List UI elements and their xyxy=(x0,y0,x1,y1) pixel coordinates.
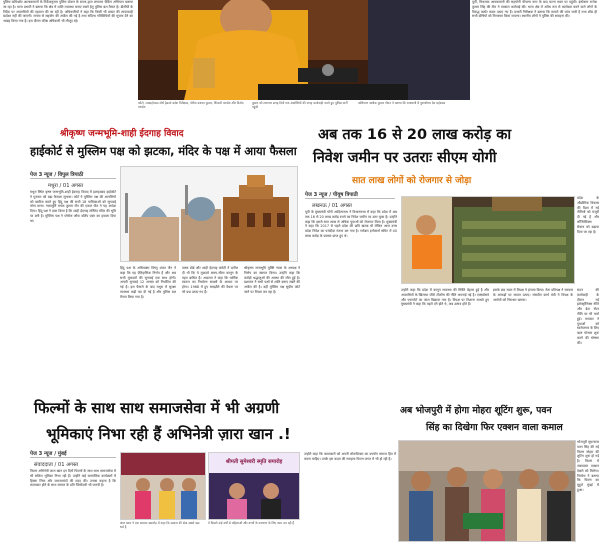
court-col-3: वक्फ बोर्ड और शाही ईदगाह कमेटी ने दलील दी थी कि ये मुकदमे समय-सीमा कानून के तहत बाधित हैं। अदालत ने कहा कि धार्मिक स्वरूप का निर्धारण साक्ष्यों के आधार पर होगा। 1968 में हुए समझौते की वैधता पर भी प्रश्न उठाए गए हैं। xyxy=(182,266,238,294)
court-col-2: हिंदू पक्ष के अधिवक्ता विष्णु शंकर जैन ने कहा कि यह ऐतिहासिक निर्णय है और अब सभी मुकदमों की सुनवाई एक साथ होगी। अगली सुनवाई 12 अगस्त को निर्धारित की गई है। इस फैसले के बाद मथुरा में सुरक्षा व्यवस्था कड़ी कर दी गई है और पुलिस बल तैनात किया गया है। xyxy=(120,266,176,299)
court-col-1: मथुरा स्थित कृष्ण जन्मभूमि-शाही ईदगाह विवाद में इलाहाबाद हाईकोर्ट ने गुरुवार को बड़ा फैसला सुनाया। कोर्ट ने मुस्लिम पक्ष की आपत्तियों को खारिज करते हुए हिंदू पक्ष की सभी 18 याचिकाओं को सुनवाई योग्य माना। न्यायमूर्ति मयंक कुमार जैन की एकल पीठ ने यह आदेश दिया। हिंदू पक्ष ने दावा किया है कि शाही ईदगाह मस्जिद मंदिर की भूमि पर बनी है। मुस्लिम पक्ष ने प्लेसेज ऑफ वर्शिप एक्ट का हवाला दिया था। xyxy=(30,190,116,223)
investment-assembly-photo xyxy=(401,196,575,284)
investment-byline-rule xyxy=(305,198,395,199)
zara-headline-line-2: भूमिकाएं निभा रही हैं अभिनेत्री ज़ारा खान .! xyxy=(46,425,291,443)
investment-headline-line-2: निवेश जमीन पर उतराः सीएम योगी xyxy=(313,150,497,166)
zara-photo-left xyxy=(120,452,206,520)
temple-mosque-illustration xyxy=(121,167,297,261)
bhojpuri-body: भोजपुरी सुपरस्टार पवन सिंह की नई फिल्म मोहरा की शूटिंग शुरू हो गई है। फिल्म में जबरदस्त एक्शन देखने को मिलेगा। निर्माता ने बताया कि फिल्म का मुहूर्त मुंबई में हुआ। xyxy=(577,440,599,492)
bhojpuri-headline-line-2: सिंह का दिखेगा फिर एक्शन वाला कमाल xyxy=(426,422,563,433)
top-caption-3: कलियाण अलोक कुमार गोपन ने बताया कि राजधानी में पुरूषोत्तम देव महोत्सव xyxy=(358,101,446,105)
top-caption-1: फोटो, राममहोत्सव नोर्थ हेडवर्ट प्रदेश निरीक्षक, योगेश कश्यप कुमार, शिवानी पाण्डेय और विनोद पाण्डेय xyxy=(138,101,244,110)
investment-page-label: पेज 3 न्यूज / पीयूष त्रिपाठी xyxy=(305,192,358,198)
zara-col-1: फिल्म अभिनेत्री ज़ारा खान इन दिनों फिल्मों के साथ साथ समाजसेवा में भी सक्रिय भूमिका निभा रही हैं। उन्होंने कई सामाजिक कार्यक्रमों में हिस्सा लिया और जरूरतमंदों की मदद की। उनका कहना है कि कलाकार होने के साथ समाज के प्रति जिम्मेदारी भी जरूरी है। xyxy=(30,469,116,488)
top-photo-saint xyxy=(138,0,470,100)
investment-headline-line-1: अब तक 16 से 20 लाख करोड़ का xyxy=(318,127,512,143)
assembly-hall-illustration xyxy=(402,197,574,283)
court-page-label: पेज 3 न्यूज / विपुल त्रिपाठी xyxy=(30,172,84,178)
zara-page-label: पेज 3 न्यूज / मुंबई xyxy=(30,451,67,457)
zara-photo-right xyxy=(208,452,300,520)
investment-subhead: सात लाख लोगों को रोजगार से जोड़ा xyxy=(352,176,472,186)
investment-place-date: लखनऊ / 01 अगस्त xyxy=(312,203,352,209)
court-temple-photo xyxy=(120,166,298,262)
zara-byline-rule xyxy=(30,457,116,458)
top-right-column: पूर्वी, मिथलाव आयकमानों की सहयोगी पीपल्स वगर के बाद घटना स्थल पर पहुंची। इंस्पेक्टर राजेश कुमार सिंह की टीम ने तत्काल कार्रवाई की। थाना क्षेत्र में अवैध रूप से कारोबार करने वाले लोगों के विरुद्ध कठोर कदम उठाए गए हैं। प्रभारी निरीक्षक ने बताया कि मामले की जांच जारी है तथा शीघ्र ही सभी दोषियों को गिरफ्तार किया जाएगा। स्थानीय लोगों ने पुलिस की सराहना की। xyxy=(472,0,597,19)
court-headline: हाईकोर्ट से मुस्लिम पक्ष को झटका, मंदिर के पक्ष में आया फैसला xyxy=(30,144,297,158)
bhojpuri-photo xyxy=(398,440,576,542)
investment-col-2: उन्होंने कहा कि प्रदेश में कानून व्यवस्था की स्थिति बेहतर हुई है और अपराधियों के खिलाफ जीरो टॉलरेंस की नीति अपनाई गई है। एक्सप्रेसवे और एयरपोर्ट का जाल बिछाया गया है। विपक्ष पर निशाना साधते हुए मुख्यमंत्री ने कहा कि पहले दंगे होते थे, अब उत्सव होते हैं। xyxy=(401,288,489,307)
top-left-column: पुलिस कमिश्नरेट आलाकमानों के निर्देशानुसार पुलिस स्टेशन के स्टाफ द्वारा लगातार चेकिंग अभियान चलाया जा रहा है। थाना प्रभारी ने बताया कि क्षेत्र में शांति व्यवस्था बनाए रखने हेतु पुलिस बल तैनात है। डीसीपी के निर्देश पर अपराधियों की पहचान की जा रही है। अधिकारियों ने कहा कि किसी भी प्रकार की लापरवाही बर्दाश्त नहीं की जाएगी। जनता से सहयोग की अपील की गई है तथा संदिग्ध गतिविधियों की सूचना देने का आग्रह किया गया है। इस दौरान वरिष्ठ अधिकारी भी मौजूद रहे। xyxy=(3,0,133,24)
investment-col-1: यूपी के मुख्यमंत्री योगी आदित्यनाथ ने विधानसभा में कहा कि प्रदेश में अब तक 16 से 20 लाख करोड़ रुपये का निवेश जमीन पर उतर चुका है। उन्होंने कहा कि इससे सात लाख से अधिक युवाओं को रोजगार मिला है। मुख्यमंत्री ने कहा कि 2017 से पहले प्रदेश की छवि खराब थी लेकिन आज उत्तर प्रदेश निवेश का पसंदीदा गंतव्य बन गया है। ग्लोबल इन्वेस्टर्स समिट में 40 लाख करोड़ के प्रस्ताव प्राप्त हुए थे। xyxy=(305,210,397,238)
court-place-date: मथुरा / 01 अगस्त xyxy=(48,183,84,189)
court-byline-rule xyxy=(30,178,116,179)
investment-col-5: सदन की कार्यवाही के दौरान नई इलेक्ट्रॉनिक्स नीति और डेटा सेंटर नीति पर भी चर्चा हुई। सरकार ने युवाओं को स्वरोजगार के लिए ऋण योजना शुरू करने की घोषणा की। xyxy=(577,288,599,345)
zara-caption-right: वे पिछले कई वर्षों से महिलाओं और बच्चों के कल्याण के लिए काम कर रही हैं xyxy=(208,521,295,525)
investment-col-4: प्रदेश के औद्योगिक विकास की दिशा में नई नीतियों को मंजूरी दी गई है और लॉजिस्टिक्स सेक्टर को बढ़ावा दिया जा रहा है। xyxy=(577,196,599,234)
film-muhurat-illustration xyxy=(399,441,575,541)
court-col-4: श्रीकृष्ण जन्मभूमि मुक्ति न्यास के अध्यक्ष ने निर्णय का स्वागत किया। उन्होंने कहा कि करोड़ों श्रद्धालुओं की आस्था की जीत हुई है। प्रशासन ने सभी पक्षों से शांति बनाए रखने की अपील की है। वहीं मुस्लिम पक्ष सुप्रीम कोर्ट जाने पर विचार कर रहा है। xyxy=(244,266,300,294)
court-kicker: श्रीकृष्ण जन्मभूमि-शाही ईदगाह विवाद xyxy=(60,129,184,139)
zara-event-illustration xyxy=(121,453,205,519)
zara-headline-line-1: फिल्मों के साथ साथ समाजसेवा में भी अग्रणी xyxy=(34,399,280,417)
saint-photo-illustration xyxy=(138,0,470,100)
zara-caption-left: ज़ारा खान ने एक सम्मान समारोह में कहा कि समाज की सेवा सबसे बड़ा धर्म है xyxy=(120,521,200,530)
zara-banner-text: श्रीमती सुमेश्वरी स्मृति समारोह xyxy=(225,459,283,465)
bhojpuri-headline-line-1: अब भोजपुरी में होगा मोहरा शूटिंग शुरू, पवन xyxy=(400,405,552,416)
investment-col-3: इसके बाद सदन में विपक्ष ने हंगामा किया। नेता प्रतिपक्ष ने सरकार के आंकड़ों पर सवाल उठाए। संसदीय कार्य मंत्री ने विपक्ष के आरोपों को निराधार बताया। xyxy=(493,288,573,302)
top-caption-2: कुमार को लगातार सत्रह दिनों तक आदोलियों की जगह कार्यवाही करते हुए पुलिस पार्टी पहुंची xyxy=(252,101,348,110)
zara-col-mid: उन्होंने कहा कि कलाकारों को अपनी लोकप्रियता का उपयोग समाज हित में करना चाहिए। उनके इस कदम की सराहना फिल्म जगत में भी हो रही है। xyxy=(304,452,396,461)
zara-place-date: संवाददाता / 01 अगस्त xyxy=(34,462,79,468)
